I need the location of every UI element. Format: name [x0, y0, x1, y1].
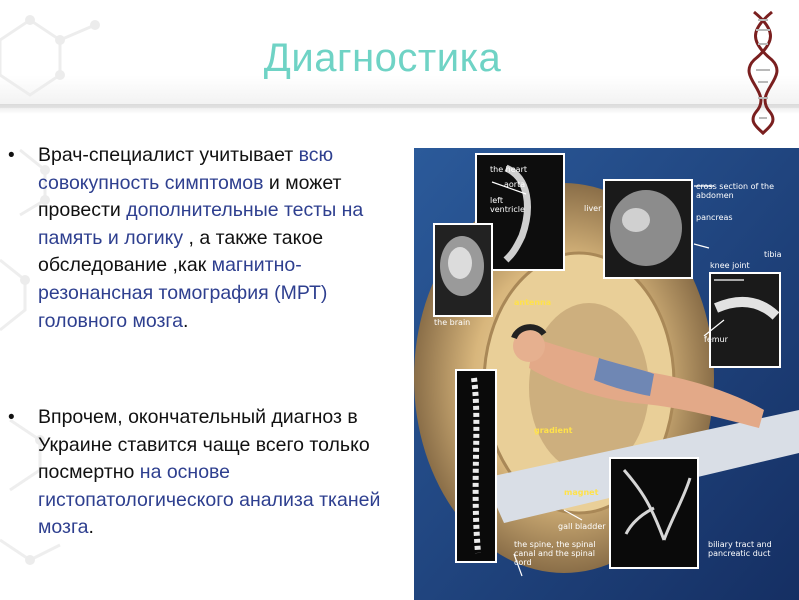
mri-illustration [414, 148, 799, 600]
bullet-2-highlight-analysis: на основе гистопатологического анализа тканей мозга [38, 461, 381, 539]
label-liver: liver [584, 204, 602, 213]
bullet-2-part-1: Впрочем, окончательный диагноз в Украине ставится чаще всего только посмертно [38, 406, 370, 484]
bullet-item-2 [8, 404, 406, 542]
label-brain: the brain [434, 318, 471, 327]
bullet-1-part-1: Врач-специалист учитывает [38, 144, 299, 166]
label-gradient: gradient [534, 426, 573, 435]
label-left-ventricle: left ventricle [490, 196, 525, 214]
dna-helix-icon [744, 8, 784, 136]
bullet-1-highlight-mri: магнитно-резонансная томография (МРТ) головного мозга [38, 254, 328, 332]
slide-title: Диагностика [263, 36, 502, 80]
label-gall-bladder: gall bladder [558, 522, 606, 531]
label-tibia: tibia [764, 250, 782, 259]
bullet-2-part-3: . [88, 516, 94, 539]
bullet-1-part-3: и может провести [38, 171, 342, 222]
bullet-point-icon: • [8, 145, 15, 166]
label-antenna: antenna [514, 298, 552, 307]
label-heart: the heart [490, 165, 527, 174]
bullet-1-highlight-symptoms: всю совокупность симптомов [38, 144, 334, 194]
label-spine: the spine, the spinal canal and the spinal cord [514, 540, 596, 567]
bullet-point-icon: • [8, 407, 15, 428]
mri-scene-graphic [414, 148, 799, 600]
bullet-1-part-5: , а также такое обследование ,как [38, 226, 324, 277]
label-femur: femur [704, 335, 728, 344]
bullet-1-highlight-tests: дополнительные тесты на память и логику [38, 199, 364, 249]
label-aorta: aorta [504, 180, 526, 189]
label-biliary: biliary tract and pancreatic duct [708, 540, 772, 558]
bullet-item-1 [8, 142, 400, 335]
label-magnet: magnet [564, 488, 599, 497]
label-pancreas: pancreas [696, 213, 733, 222]
label-knee-joint: knee joint [710, 261, 750, 270]
label-cross-section: cross section of the abdomen [696, 182, 775, 200]
bullet-1-part-7: . [182, 309, 189, 332]
